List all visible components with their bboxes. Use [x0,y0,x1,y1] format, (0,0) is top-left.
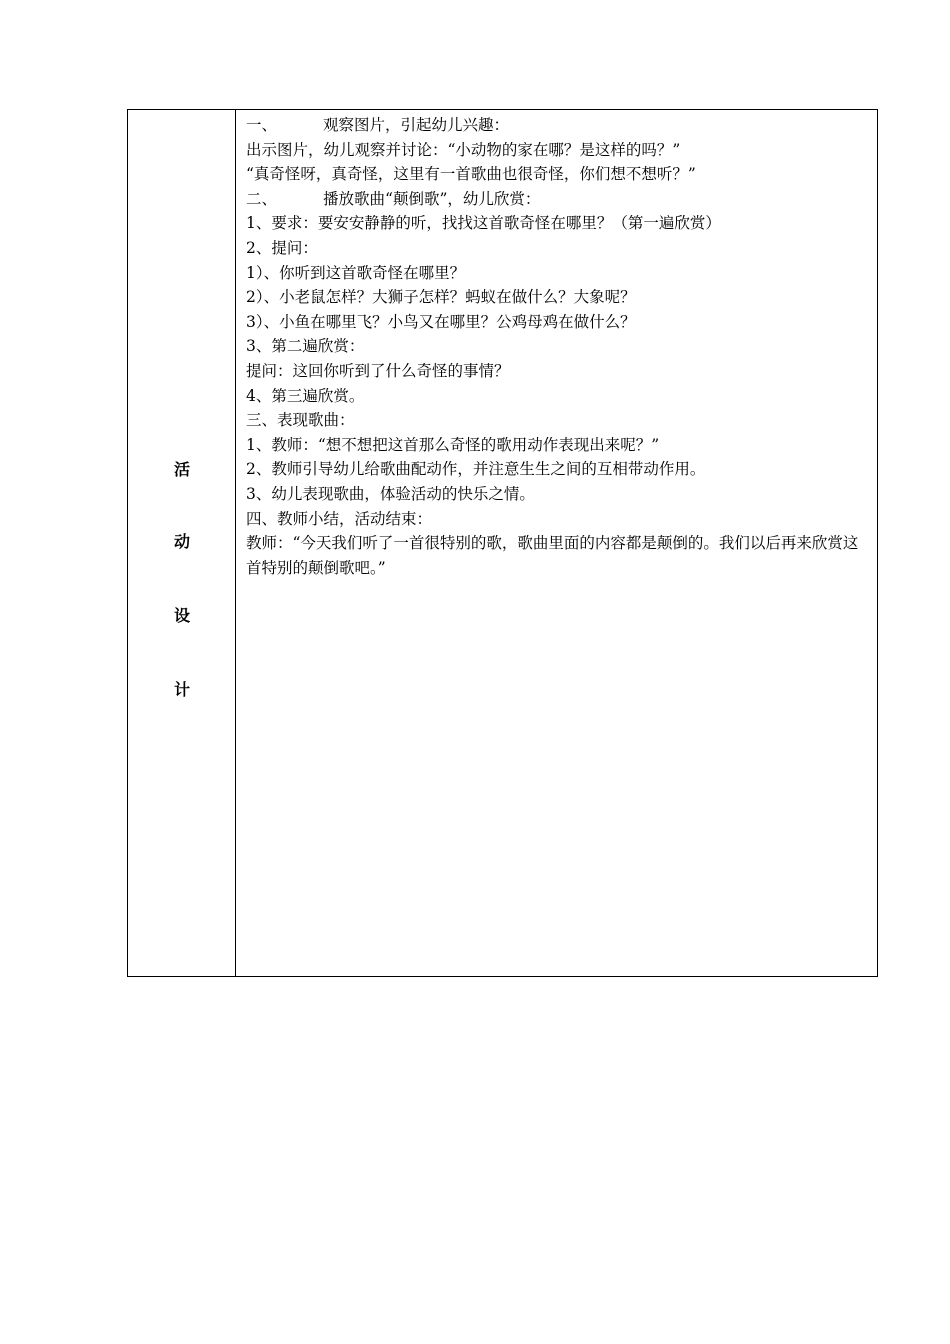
line-text: 4、第三遍欣赏。 [246,386,365,405]
line-text: 教师：“今天我们听了一首很特别的歌，歌曲里面的内容都是颠倒的。我们以后再来欣赏这首特别的颠倒歌吧。” [246,534,859,577]
content-line [246,531,871,580]
activity-design-table [127,109,878,977]
content-line [246,334,871,359]
line-text: 3、幼儿表现歌曲，体验活动的快乐之情。 [246,484,535,503]
line-text: 1、要求：要安安静静的听，找找这首歌奇怪在哪里？（第一遍欣赏） [246,214,721,233]
line-text: 观察图片，引起幼儿兴趣： [323,116,510,134]
content-line [246,408,871,433]
line-text: 2、教师引导幼儿给歌曲配动作，并注意生生之间的互相带动作用。 [246,460,706,479]
label-char: 活 [173,460,190,479]
activity-content-cell [236,110,877,976]
line-text: 四、教师小结，活动结束： [246,509,433,528]
line-text: 播放歌曲“颠倒歌”，幼儿欣赏： [323,189,541,208]
content-line [246,236,871,261]
label-char: 计 [173,680,190,699]
label-char: 设 [173,606,190,625]
content-line [246,187,871,212]
line-text: “真奇怪呀，真奇怪，这里有一首歌曲也很奇怪，你们想不想听？” [246,165,696,184]
line-text: 2）、小老鼠怎样？大狮子怎样？蚂蚁在做什么？大象呢？ [246,288,636,307]
line-text: 三、表现歌曲： [246,411,355,430]
label-char: 动 [173,532,190,551]
content-line [246,457,871,482]
content-line [246,261,871,286]
line-text: 1、教师：“想不想把这首那么奇怪的歌用动作表现出来呢？” [246,435,660,454]
content-line [246,211,871,236]
content-line [246,138,871,163]
content-line [246,113,871,138]
line-text: 3、第二遍欣赏： [246,337,365,356]
line-text: 出示图片，幼儿观察并讨论：“小动物的家在哪？是这样的吗？” [246,140,681,159]
content-line [246,507,871,532]
content-line [246,285,871,310]
line-number: 二、 [246,189,278,208]
content-line [246,310,871,335]
line-number: 一、 [246,116,278,134]
line-text: 3）、小鱼在哪里飞？小鸟又在哪里？公鸡母鸡在做什么？ [246,312,636,331]
line-text: 1）、你听到这首歌奇怪在哪里？ [246,263,466,282]
content-line [246,359,871,384]
line-text: 2、提问： [246,238,318,257]
content-line [246,162,871,187]
content-line [246,433,871,458]
content-line [246,482,871,507]
content-line [246,384,871,409]
line-text: 提问：这回你听到了什么奇怪的事情？ [246,361,510,380]
section-label-cell [128,110,236,976]
